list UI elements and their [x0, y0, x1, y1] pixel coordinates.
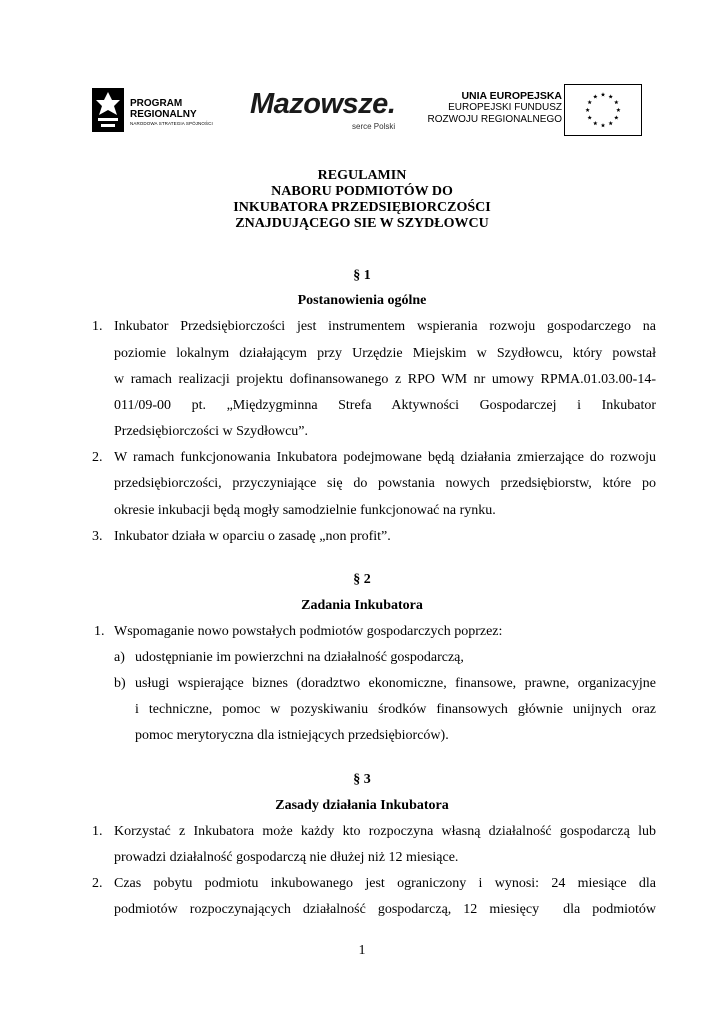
list-number: 1.: [94, 624, 105, 639]
paragraph-line: Czas pobytu podmiotu inkubowanego jest ograniczony i wynosi: 24 miesiące dla: [114, 876, 656, 891]
program-regionalny-logo: [92, 86, 222, 134]
eu-star-icon: [614, 100, 618, 104]
title-line: REGULAMIN: [317, 168, 407, 183]
list-number: 2.: [92, 450, 103, 465]
eu-star-icon: [616, 108, 620, 112]
mazowsze-logo-sub: serce Polski: [352, 122, 396, 131]
paragraph-line: okresie inkubacji będą mogły samodzielnie funkcjonować na rynku.: [114, 503, 496, 518]
paragraph-line: przedsiębiorczości, przyczyniające się do powstania nowych przedsiębiorstw, które po: [114, 476, 656, 491]
header-logos: [86, 82, 646, 142]
paragraph-line: prowadzi działalność gospodarczą nie dłużej niż 12 miesiące.: [114, 850, 459, 865]
program-logo-line1: PROGRAM: [130, 98, 183, 109]
list-letter: b): [114, 676, 126, 691]
paragraph-line: Przedsiębiorczości w Szydłowcu”.: [114, 424, 308, 439]
mazowsze-logo-name: Mazowsze.: [250, 88, 396, 120]
paragraph-line: 011/09-00 pt. „Międzygminna Strefa Aktywności Gospodarczej i Inkubator: [114, 398, 656, 413]
eu-logo-line3: ROZWOJU REGIONALNEGO: [427, 114, 562, 125]
list-number: 1.: [92, 824, 103, 839]
section-3-mark: § 3: [353, 772, 371, 787]
eu-star-icon: [601, 92, 605, 96]
eu-star-icon: [593, 94, 597, 98]
eu-logo-line1: UNIA EUROPEJSKA: [461, 90, 562, 102]
title-line: ZNAJDUJĄCEGO SIE W SZYDŁOWCU: [235, 216, 489, 231]
paragraph-line: Wspomaganie nowo powstałych podmiotów gospodarczych poprzez:: [114, 624, 503, 639]
paragraph-line: poziomie lokalnym działającym przy Urzędzie Miejskim w Szydłowcu, który powstał: [114, 346, 656, 361]
paragraph-line: pomoc merytoryczna dla istniejących przedsiębiorców).: [135, 728, 449, 743]
program-logo-sub: NARODOWA STRATEGIA SPÓJNOŚCI: [130, 121, 213, 126]
section-1-heading: Postanowienia ogólne: [297, 293, 427, 308]
section-2-mark: § 2: [353, 572, 371, 587]
section-1-mark: § 1: [353, 268, 371, 283]
paragraph-line: udostępnianie im powierzchni na działalność gospodarczą,: [135, 650, 464, 665]
list-letter: a): [114, 650, 125, 665]
mazowsze-logo: [250, 88, 420, 134]
title-line: NABORU PODMIOTÓW DO: [271, 184, 453, 199]
list-number: 3.: [92, 529, 103, 544]
eu-star-icon: [585, 108, 589, 112]
paragraph-line: w ramach realizacji projektu dofinansowanego z RPO WM nr umowy RPMA.01.03.00-14-: [114, 372, 656, 387]
program-logo-line2: REGIONALNY: [130, 109, 197, 120]
eu-star-icon: [593, 121, 597, 125]
section-3-heading: Zasady działania Inkubatora: [275, 798, 449, 813]
title-line: INKUBATORA PRZEDSIĘBIORCZOŚCI: [233, 200, 491, 215]
program-regionalny-emblem-icon: [92, 88, 124, 132]
document-title: [0, 168, 724, 232]
eu-logo-line2: EUROPEJSKI FUNDUSZ: [448, 102, 562, 113]
paragraph-line: Inkubator działa w oparciu o zasadę „non profit”.: [114, 529, 391, 544]
paragraph-line: Korzystać z Inkubatora może każdy kto rozpoczyna własną działalność gospodarczą lub: [114, 824, 656, 839]
eu-star-icon: [609, 94, 613, 98]
eu-star-icon: [609, 121, 613, 125]
list-number: 1.: [92, 319, 103, 334]
eu-star-icon: [614, 115, 618, 119]
paragraph-line: usługi wspierające biznes (doradztwo ekonomiczne, finansowe, prawne, organizacyjne: [135, 676, 656, 691]
paragraph-line: i techniczne, pomoc w pozyskiwaniu środków finansowych głównie unijnych oraz: [135, 702, 656, 717]
paragraph-line: Inkubator Przedsiębiorczości jest instrumentem wspierania rozwoju gospodarczego na: [114, 319, 656, 334]
eu-star-icon: [587, 115, 591, 119]
paragraph-line: W ramach funkcjonowania Inkubatora podejmowane będą działania zmierzające do rozwoju: [114, 450, 656, 465]
section-2-heading: Zadania Inkubatora: [301, 598, 423, 613]
page-number: 1: [358, 943, 366, 958]
eu-flag-icon: [564, 84, 642, 136]
eu-star-icon: [601, 123, 605, 127]
list-number: 2.: [92, 876, 103, 891]
paragraph-line: podmiotów rozpoczynających działalność gospodarczą, 12 miesięcy dla podmiotów: [114, 902, 656, 917]
eu-logo: [427, 84, 646, 138]
eu-star-icon: [587, 100, 591, 104]
